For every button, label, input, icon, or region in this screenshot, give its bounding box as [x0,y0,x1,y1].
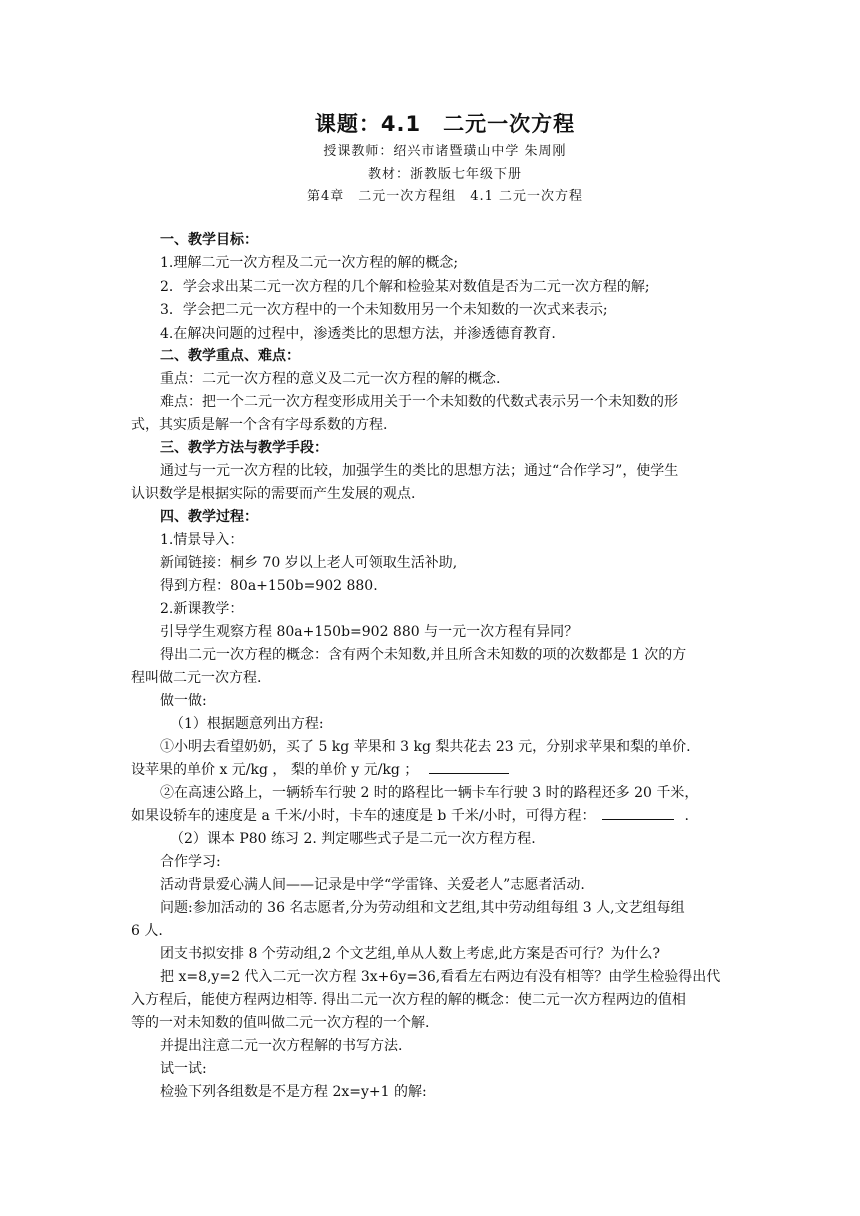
new-lesson: 2.新课教学： [160,601,244,617]
keypoint-focus: 重点：二元一次方程的意义及二元一次方程的解的概念. [160,371,501,387]
textbook-line: 教材：浙教版七年级下册 [367,167,522,182]
activity-question: 问题:参加活动的 36 名志愿者,分为劳动组和文艺组,其中劳动组每组 3 人,文艺组每组 [160,900,685,916]
substitute-check: 把 x=8,y=2 代入二元一次方程 3x+6y=36,看看左右两边有没有相等？由学生检验得出代 [160,969,721,985]
chapter-line: 第4章 二元一次方程组 4.1 二元一次方程 [306,189,584,204]
task-1-problem-b-text: 如果设轿车的速度是 a 千米/小时，卡车的速度是 b 千米/小时，可得方程： [131,808,596,824]
task-2: （2）课本 P80 练习 2. 判定哪些式子是二元一次方程方程. [170,831,536,847]
process-intro: 1.情景导入： [160,532,244,548]
try-it: 试一试: [160,1061,207,1077]
activity-question-cont: 6 人. [131,923,163,939]
section-heading-keypoints: 二、教学重点、难点： [160,348,300,364]
activity-background: 活动背景爱心满人间——记录是中学“学雷锋、关爱老人”志愿者活动. [160,877,585,893]
news-link: 新闻链接：桐乡 70 岁以上老人可领取生活补助, [160,555,458,571]
objective-1: 1.理解二元一次方程及二元一次方程的解的概念; [160,255,459,271]
writing-method: 并提出注意二元一次方程解的书写方法. [160,1038,403,1054]
task-1-problem-b-cont [131,805,689,825]
objective-2: 2．学会求出某二元一次方程的几个解和检验某对数值是否为二元一次方程的解; [160,279,650,295]
section-heading-methods: 三、教学方法与教学手段： [160,440,328,456]
task-1-heading: （1）根据题意列出方程: [170,716,324,732]
methods-text: 通过与一元一次方程的比较，加强学生的类比的思想方法；通过“合作学习”，使学生 [160,463,679,479]
concept-definition: 得出二元一次方程的概念：含有两个未知数,并且所含未知数的项的次数都是 1 次的方 [160,647,687,663]
concept-definition-cont: 程叫做二元一次方程. [131,670,262,686]
lesson-title: 课题：4.1 二元一次方程 [314,112,576,136]
guide-observe: 引导学生观察方程 80a+150b=902 880 与一元一次方程有异同？ [160,624,579,640]
answer-blank-b[interactable] [602,807,674,820]
methods-text-cont: 认识数学是根据实际的需要而产生发展的观点. [131,486,416,502]
keypoint-difficulty-cont: 式，其实质是解一个含有字母系数的方程. [131,417,388,433]
substitute-check-cont: 入方程后，能使方程两边相等. 得出二元一次方程的解的概念：使二元一次方程两边的值相 [131,992,686,1008]
blank-period: . [684,808,689,824]
answer-blank-a[interactable] [429,761,509,774]
section-heading-objectives: 一、教学目标： [160,232,258,248]
plan-question: 团支书拟安排 8 个劳动组,2 个文艺组,单从人数上考虑,此方案是否可行？为什么? [160,946,661,962]
objective-4: 4.在解决问题的过程中，渗透类比的思想方法，并渗透德育教育. [160,326,556,342]
do-it: 做一做: [160,693,207,709]
section-heading-process: 四、教学过程： [160,509,258,525]
objective-3: 3．学会把二元一次方程中的一个未知数用另一个未知数的一次式来表示; [160,302,608,318]
equation-result: 得到方程：80a+150b=902 880. [160,578,378,594]
solution-definition: 等的一对未知数的值叫做二元一次方程的一个解. [131,1015,430,1031]
keypoint-difficulty: 难点：把一个二元一次方程变形成用关于一个未知数的代数式表示另一个未知数的形 [160,394,678,410]
task-1-problem-b: ②在高速公路上，一辆轿车行驶 2 时的路程比一辆卡车行驶 3 时的路程还多 20 千米， [160,785,699,801]
teacher-line: 授课教师：绍兴市诸暨璜山中学 朱周刚 [323,144,567,159]
task-1-problem-a: ①小明去看望奶奶，买了 5 kg 苹果和 3 kg 梨共花去 23 元，分别求苹果和梨的单价. [160,739,691,755]
cooperative-learning: 合作学习: [160,854,221,870]
verify-solutions: 检验下列各组数是不是方程 2x=y+1 的解: [160,1084,427,1100]
task-1-problem-a-text: 设苹果的单价 x 元/kg ， 梨的单价 y 元/kg ； [131,762,419,778]
task-1-problem-a-cont [131,759,509,779]
